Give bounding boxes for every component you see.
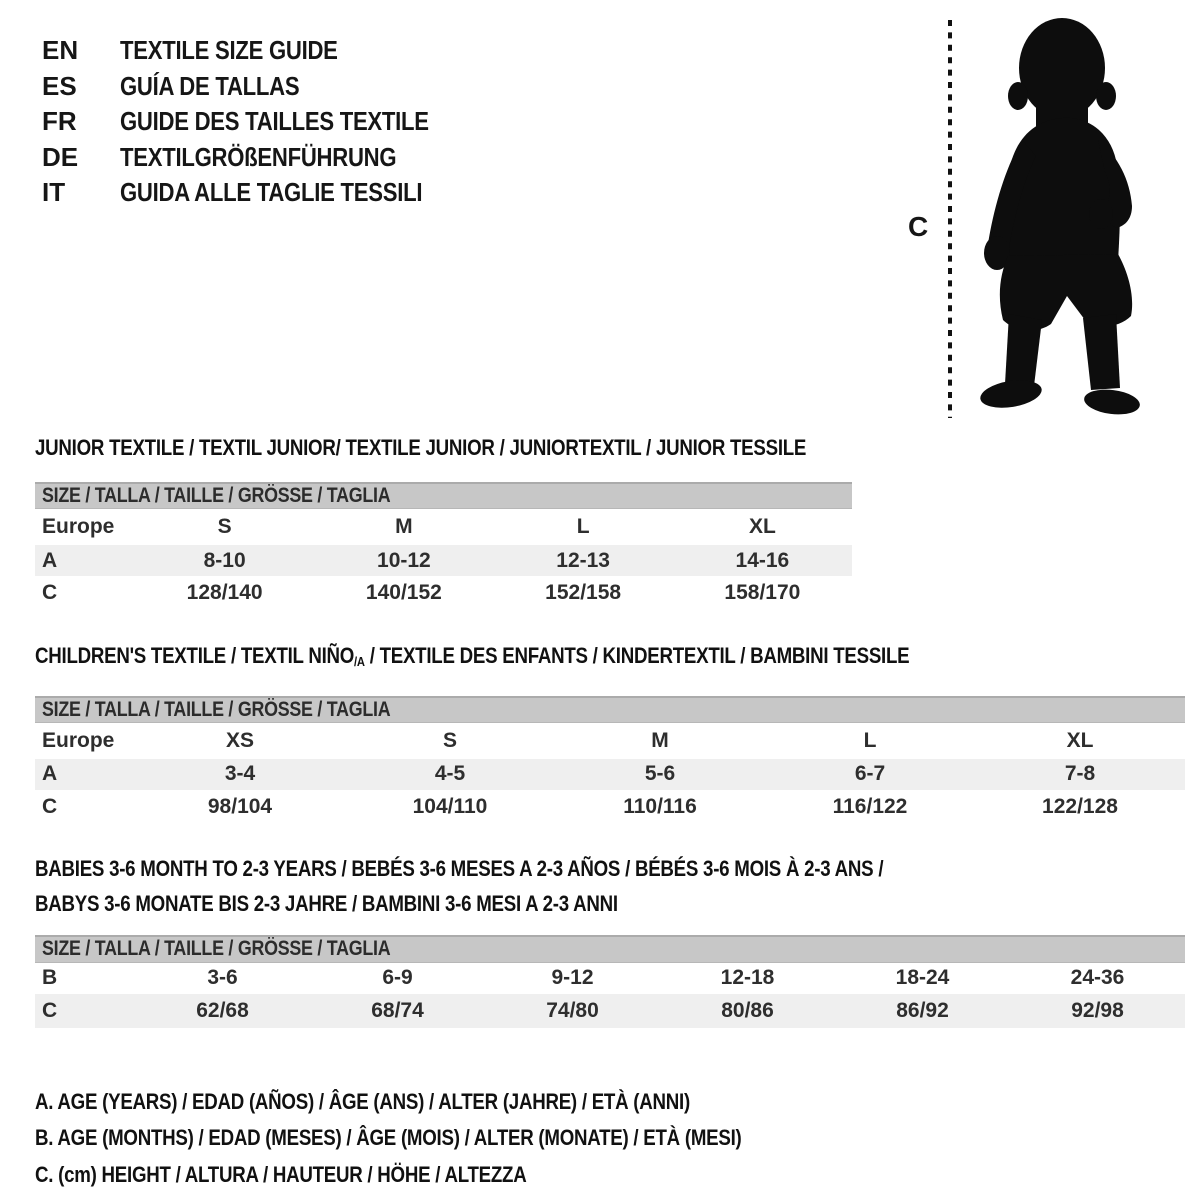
cell: 14-16	[735, 548, 790, 572]
row-label: A	[42, 762, 58, 786]
children-size-table	[35, 696, 1185, 824]
legend-line-c: C. (cm) HEIGHT / ALTURA / HAUTEUR / HÖHE / ALTEZZA	[35, 1161, 527, 1187]
cell: M	[395, 515, 413, 538]
table-row-height	[35, 790, 1185, 824]
cell: XL	[748, 515, 776, 538]
table-row-height	[35, 994, 1185, 1028]
language-row	[42, 69, 483, 105]
cell: M	[651, 728, 669, 752]
cell: 8-10	[203, 548, 246, 572]
legend-line-a: A. AGE (YEARS) / EDAD (AÑOS) / ÂGE (ANS) / ALTER (JAHRE) / ETÀ (ANNI)	[35, 1088, 690, 1114]
row-label: A	[42, 548, 58, 572]
cell: 80/86	[721, 998, 774, 1022]
cell: 3-6	[207, 966, 238, 990]
size-header-bar: SIZE / TALLA / TAILLE / GRÖSSE / TAGLIA	[35, 935, 1185, 963]
table-row-height	[35, 576, 852, 610]
table-row-months	[35, 963, 1185, 994]
table-row-europe	[35, 723, 1185, 759]
cell: 74/80	[546, 998, 599, 1022]
language-list	[42, 33, 483, 211]
cell: XL	[1066, 728, 1094, 752]
cell: 116/122	[832, 794, 908, 818]
row-label: B	[42, 966, 58, 990]
language-code: FR	[42, 106, 77, 137]
table-row-age	[35, 545, 852, 576]
cell: 6-9	[382, 966, 413, 990]
cell: L	[576, 515, 590, 538]
language-row	[42, 175, 483, 211]
language-code: EN	[42, 35, 79, 66]
height-measure-line	[947, 20, 953, 418]
table-row-europe	[35, 509, 852, 545]
language-row	[42, 140, 483, 176]
cell: 9-12	[551, 966, 594, 990]
size-header-bar: SIZE / TALLA / TAILLE / GRÖSSE / TAGLIA	[35, 482, 852, 509]
table-row-age	[35, 759, 1185, 790]
cell: L	[863, 728, 877, 752]
language-title: GUÍA DE TALLAS	[120, 70, 300, 101]
cell: 12-18	[720, 966, 775, 990]
junior-size-table	[35, 482, 852, 610]
row-label: C	[42, 998, 58, 1022]
cell: 86/92	[896, 998, 949, 1022]
language-title: GUIDE DES TAILLES TEXTILE	[120, 106, 429, 137]
language-title: TEXTILE SIZE GUIDE	[120, 35, 338, 66]
cell: 7-8	[1064, 762, 1096, 786]
language-title: TEXTILGRÖßENFÜHRUNG	[120, 141, 397, 172]
babies-size-table	[35, 935, 1185, 1028]
toddler-silhouette-icon	[978, 14, 1150, 420]
children-section	[35, 645, 1185, 824]
language-code: ES	[42, 70, 77, 101]
legend	[35, 1084, 1185, 1194]
cell: 158/170	[724, 581, 801, 604]
language-row	[42, 104, 483, 140]
babies-section-title-line1: BABIES 3-6 MONTH TO 2-3 YEARS / BEBÉS 3-6 MESES A 2-3 AÑOS / BÉBÉS 3-6 MOIS À 2-3 ANS /	[35, 855, 884, 881]
language-row	[42, 33, 483, 69]
cell: 122/128	[1042, 794, 1118, 818]
title-part: / TEXTILE DES ENFANTS / KINDERTEXTIL / BAMBINI TESSILE	[364, 643, 910, 668]
cell: 128/140	[186, 581, 263, 604]
cell: 152/158	[545, 581, 622, 604]
language-title: GUIDA ALLE TAGLIE TESSILI	[120, 177, 423, 208]
height-measure-label: C	[908, 211, 929, 242]
cell: 6-7	[854, 762, 886, 786]
cell: 3-4	[224, 762, 256, 786]
main-content	[35, 437, 1185, 1193]
cell: 140/152	[365, 581, 442, 604]
children-section-title	[35, 645, 1185, 673]
junior-section-title: JUNIOR TEXTILE / TEXTIL JUNIOR/ TEXTILE JUNIOR / JUNIORTEXTIL / JUNIOR TESSILE	[35, 435, 807, 460]
cell: 24-36	[1070, 966, 1125, 990]
language-code: IT	[42, 177, 66, 208]
cell: 98/104	[207, 794, 273, 818]
cell: 10-12	[377, 548, 431, 572]
cell: 92/98	[1071, 998, 1124, 1022]
babies-section-title-line2: BABYS 3-6 MONATE BIS 2-3 JAHRE / BAMBINI 3-6 MESI A 2-3 ANNI	[35, 890, 618, 916]
row-label: Europe	[42, 728, 115, 752]
cell: S	[442, 728, 457, 752]
cell: 68/74	[371, 998, 424, 1022]
babies-section	[35, 851, 1185, 1028]
language-code: DE	[42, 141, 79, 172]
figure	[900, 0, 1200, 440]
cell: 110/116	[623, 794, 697, 818]
legend-line-b: B. AGE (MONTHS) / EDAD (MESES) / ÂGE (MOIS) / ALTER (MONATE) / ETÀ (MESI)	[35, 1125, 742, 1151]
cell: 12-13	[556, 548, 610, 572]
cell: 104/110	[412, 794, 488, 818]
cell: S	[217, 515, 232, 538]
row-label: Europe	[42, 515, 115, 538]
cell: 4-5	[434, 762, 466, 786]
row-label: C	[42, 581, 58, 604]
cell: 5-6	[644, 762, 676, 786]
cell: 62/68	[196, 998, 249, 1022]
cell: 18-24	[895, 966, 950, 990]
cell: XS	[225, 728, 254, 752]
title-subscript: /A	[354, 653, 365, 669]
junior-section	[35, 437, 1185, 610]
size-header-bar: SIZE / TALLA / TAILLE / GRÖSSE / TAGLIA	[35, 696, 1185, 723]
title-part: CHILDREN'S TEXTILE / TEXTIL NIÑO	[35, 643, 355, 668]
row-label: C	[42, 794, 58, 818]
